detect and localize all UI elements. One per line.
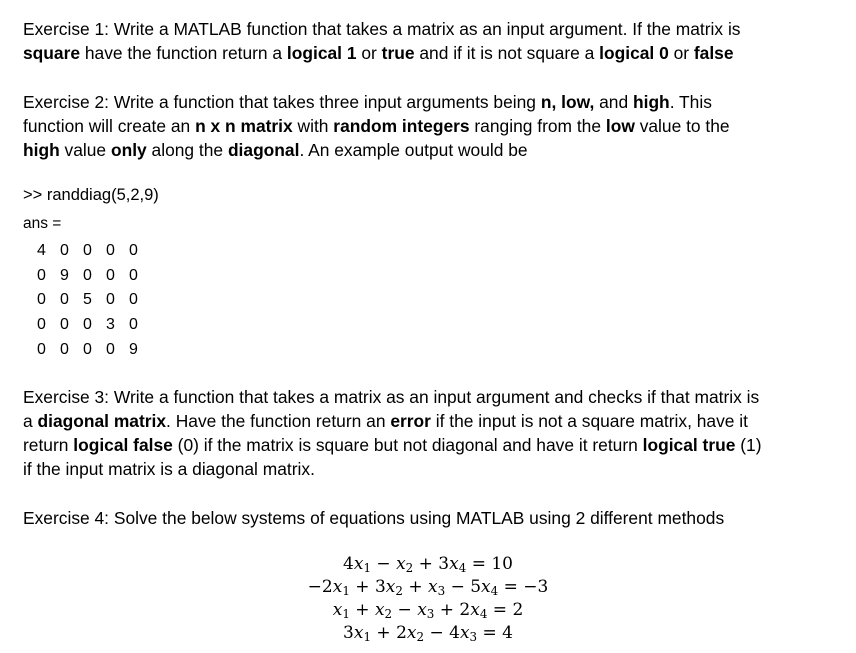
text-run: ranging from the bbox=[469, 116, 606, 136]
subscript: 1 bbox=[342, 583, 350, 598]
equation-text: = 2 bbox=[487, 600, 524, 620]
matrix-cell: 0 bbox=[83, 316, 92, 334]
ans-label: ans = bbox=[23, 215, 62, 232]
bold-text: low bbox=[605, 116, 635, 136]
variable: x bbox=[470, 600, 480, 620]
variable: x bbox=[332, 577, 343, 597]
equation-text: = 4 bbox=[477, 623, 513, 643]
bold-text: only bbox=[110, 140, 147, 160]
matrix-row bbox=[30, 337, 145, 362]
equation-text: = −3 bbox=[498, 577, 549, 597]
text-run: and if it is not square a bbox=[414, 43, 600, 63]
variable: x bbox=[385, 577, 396, 597]
matrix-row bbox=[30, 239, 145, 264]
matrix-cell: 0 bbox=[129, 242, 138, 260]
equation-system bbox=[0, 553, 856, 645]
matrix-cell: 0 bbox=[106, 340, 115, 358]
variable: x bbox=[332, 600, 343, 620]
equation-text: − 4 bbox=[424, 623, 460, 643]
exercise-1-line-1: Exercise 1: Write a MATLAB function that takes a matrix as an input argument. If the matrix is bbox=[23, 19, 741, 39]
equation-text: 3 bbox=[343, 623, 354, 643]
exercise-4-line-1: Exercise 4: Solve the below systems of equations using MATLAB using 2 different methods bbox=[23, 508, 725, 528]
bold-text: random integers bbox=[333, 116, 470, 136]
text-run: . An example output would be bbox=[299, 140, 528, 160]
equation-text: + 3 bbox=[413, 554, 450, 574]
equation-text: + 2 bbox=[371, 623, 407, 643]
variable: x bbox=[353, 554, 364, 574]
matrix-cell: 0 bbox=[60, 340, 69, 358]
equation-text: = 10 bbox=[466, 554, 513, 574]
text-run: . Have the function return an bbox=[166, 411, 391, 431]
exercise-3-line-2 bbox=[23, 409, 833, 433]
text-run: and bbox=[594, 92, 633, 112]
equation-text: − 5 bbox=[445, 577, 482, 597]
equation-text: + bbox=[402, 577, 428, 597]
matrix-cell: 0 bbox=[83, 242, 92, 260]
subscript: 1 bbox=[342, 606, 350, 621]
example-command: >> randdiag(5,2,9) bbox=[23, 186, 159, 204]
bold-text: high bbox=[632, 92, 670, 112]
bold-text: logical 0 bbox=[599, 43, 669, 63]
matrix-cell: 5 bbox=[83, 291, 92, 309]
text-run: (1) bbox=[735, 435, 762, 455]
text-run: Exercise 2: Write a function that takes three input arguments being bbox=[23, 92, 541, 112]
equation-line bbox=[0, 622, 856, 645]
matrix-cell: 0 bbox=[83, 266, 92, 284]
text-run: function will create an bbox=[23, 116, 196, 136]
bold-text: false bbox=[693, 43, 734, 63]
matrix-cell: 9 bbox=[129, 340, 138, 358]
variable: x bbox=[406, 623, 417, 643]
subscript: 2 bbox=[384, 606, 393, 621]
example-matrix bbox=[30, 239, 145, 362]
matrix-cell: 0 bbox=[129, 266, 138, 284]
variable: x bbox=[459, 623, 470, 643]
bold-text: high bbox=[23, 140, 60, 160]
exercise-2 bbox=[23, 90, 833, 162]
bold-text: error bbox=[390, 411, 431, 431]
equation-text: −2 bbox=[307, 577, 333, 597]
variable: x bbox=[449, 554, 459, 574]
text-run: value bbox=[59, 140, 111, 160]
bold-text: square bbox=[23, 43, 81, 63]
exercise-1 bbox=[23, 17, 833, 65]
exercise-2-line-1 bbox=[23, 90, 833, 114]
text-run: a bbox=[23, 411, 38, 431]
exercise-4 bbox=[23, 506, 833, 530]
text-run: . This bbox=[669, 92, 712, 112]
subscript: 4 bbox=[490, 583, 499, 598]
subscript: 2 bbox=[395, 583, 403, 598]
equation-text: + 2 bbox=[434, 600, 471, 620]
exercise-1-line-2 bbox=[23, 41, 833, 65]
equation-text: 4 bbox=[343, 554, 354, 574]
text-run: or bbox=[668, 43, 694, 63]
matrix-row bbox=[30, 264, 145, 289]
variable: x bbox=[374, 600, 385, 620]
variable: x bbox=[428, 577, 438, 597]
text-run: (0) if the matrix is square but not diagonal and have it return bbox=[172, 435, 643, 455]
bold-text: logical true bbox=[642, 435, 736, 455]
matrix-cell: 0 bbox=[60, 316, 69, 334]
exercise-3 bbox=[23, 385, 833, 481]
matrix-cell: 4 bbox=[37, 242, 46, 260]
text-run: along the bbox=[146, 140, 228, 160]
subscript: 1 bbox=[363, 560, 372, 575]
bold-text: n, low, bbox=[540, 92, 595, 112]
matrix-cell: 0 bbox=[129, 291, 138, 309]
text-run: with bbox=[292, 116, 334, 136]
variable: x bbox=[396, 554, 406, 574]
text-run: have the function return a bbox=[80, 43, 287, 63]
exercise-2-line-3 bbox=[23, 138, 833, 162]
matrix-row bbox=[30, 313, 145, 338]
bold-text: diagonal matrix bbox=[37, 411, 167, 431]
matrix-cell: 3 bbox=[106, 316, 115, 334]
variable: x bbox=[353, 623, 364, 643]
matrix-cell: 9 bbox=[60, 266, 69, 284]
exercise-2-line-2 bbox=[23, 114, 833, 138]
bold-text: logical false bbox=[73, 435, 173, 455]
bold-text: logical 1 bbox=[286, 43, 357, 63]
equation-text: + bbox=[349, 600, 375, 620]
subscript: 3 bbox=[437, 583, 446, 598]
text-run: value to the bbox=[634, 116, 730, 136]
equation-line bbox=[0, 599, 856, 622]
equation-line bbox=[0, 576, 856, 599]
bold-text: diagonal bbox=[227, 140, 300, 160]
matrix-cell: 0 bbox=[83, 340, 92, 358]
subscript: 2 bbox=[416, 629, 425, 644]
subscript: 1 bbox=[363, 629, 372, 644]
matrix-cell: 0 bbox=[60, 291, 69, 309]
subscript: 4 bbox=[479, 606, 488, 621]
matrix-cell: 0 bbox=[106, 242, 115, 260]
variable: x bbox=[417, 600, 427, 620]
equation-text: − bbox=[392, 600, 418, 620]
matrix-cell: 0 bbox=[37, 340, 46, 358]
subscript: 3 bbox=[469, 629, 478, 644]
bold-text: n x n matrix bbox=[195, 116, 293, 136]
matrix-cell: 0 bbox=[37, 316, 46, 334]
text-run: return bbox=[23, 435, 74, 455]
variable: x bbox=[481, 577, 491, 597]
equation-text: + 3 bbox=[349, 577, 386, 597]
subscript: 4 bbox=[458, 560, 467, 575]
equation-text: − bbox=[371, 554, 397, 574]
exercise-3-line-1: Exercise 3: Write a function that takes a matrix as an input argument and checks if that matrix is bbox=[23, 387, 760, 407]
matrix-cell: 0 bbox=[60, 242, 69, 260]
text-run: if the input is not a square matrix, have it bbox=[430, 411, 748, 431]
bold-text: true bbox=[381, 43, 415, 63]
matrix-cell: 0 bbox=[106, 291, 115, 309]
matrix-cell: 0 bbox=[37, 291, 46, 309]
matrix-cell: 0 bbox=[37, 266, 46, 284]
exercise-3-line-3 bbox=[23, 433, 833, 457]
subscript: 3 bbox=[426, 606, 435, 621]
matrix-cell: 0 bbox=[106, 266, 115, 284]
matrix-cell: 0 bbox=[129, 316, 138, 334]
subscript: 2 bbox=[405, 560, 414, 575]
text-run: or bbox=[356, 43, 382, 63]
exercise-3-line-4: if the input matrix is a diagonal matrix. bbox=[23, 459, 315, 479]
matrix-row bbox=[30, 288, 145, 313]
equation-line bbox=[0, 553, 856, 576]
